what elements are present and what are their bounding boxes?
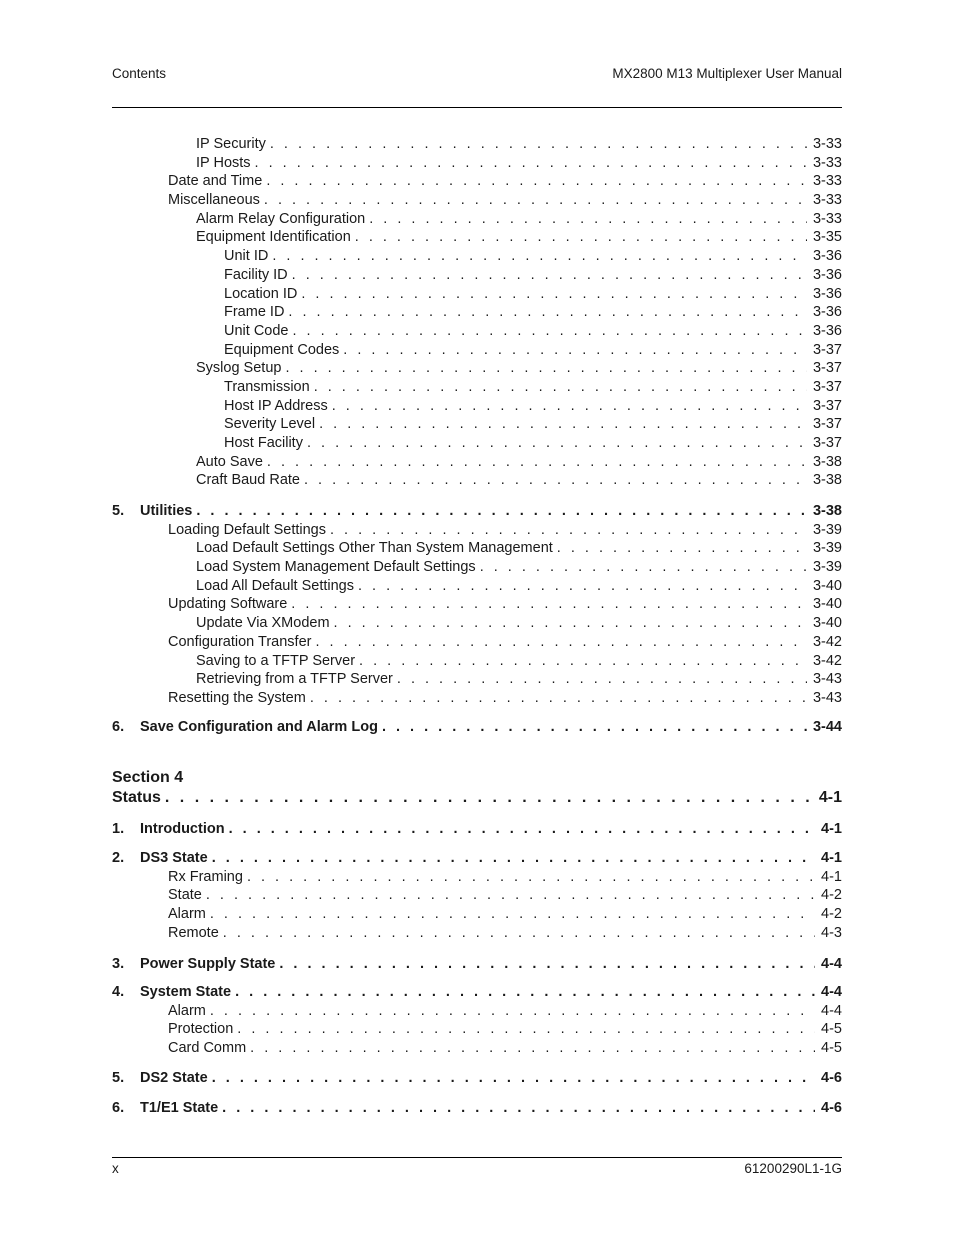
toc-entry-page: 4-4 xyxy=(821,1002,842,1019)
leader-dots xyxy=(255,154,807,173)
toc-entry[interactable] xyxy=(112,521,842,540)
toc-entry-page: 4-1 xyxy=(821,850,842,866)
toc-entry-label: Loading Default Settings xyxy=(168,521,326,538)
toc-entry[interactable] xyxy=(112,689,842,708)
footer-rule xyxy=(112,1157,842,1158)
leader-dots xyxy=(330,521,807,540)
toc-entry-label: Utilities xyxy=(140,503,193,519)
toc-entry-label: Severity Level xyxy=(224,416,316,433)
leader-dots xyxy=(206,886,815,905)
page-number: x xyxy=(112,1161,119,1176)
toc-entry-label: T1/E1 State xyxy=(140,1100,219,1116)
toc-entry-label: Alarm Relay Configuration xyxy=(196,210,366,227)
document-number: 61200290L1-1G xyxy=(744,1161,842,1176)
toc-entry[interactable] xyxy=(112,378,842,397)
toc-entry-page: 3-42 xyxy=(812,652,842,669)
toc-entry-page: 3-39 xyxy=(812,521,842,538)
leader-dots xyxy=(272,247,807,266)
toc-entry-page: 3-43 xyxy=(812,689,842,706)
toc-entry-page: 4-1 xyxy=(821,868,842,885)
leader-dots xyxy=(292,322,806,341)
toc-entry-label: Frame ID xyxy=(224,304,285,321)
toc-entry-label: Configuration Transfer xyxy=(168,633,312,650)
toc-entry-label: Unit Code xyxy=(224,322,289,339)
toc-entry[interactable] xyxy=(112,471,842,490)
leader-dots xyxy=(343,341,807,360)
toc-entry[interactable] xyxy=(112,886,842,905)
toc-entry[interactable] xyxy=(112,322,842,341)
toc-entry-label: Host Facility xyxy=(224,435,303,451)
leader-dots xyxy=(397,670,807,689)
toc-entry[interactable] xyxy=(112,558,842,577)
toc-entry-page: 3-36 xyxy=(812,322,842,339)
toc-entry-page: 4-4 xyxy=(821,956,842,972)
leader-dots xyxy=(355,228,807,247)
toc-entry[interactable] xyxy=(112,1020,842,1039)
toc-entry[interactable] xyxy=(112,924,842,943)
toc-entry[interactable] xyxy=(112,285,842,304)
leader-dots xyxy=(334,614,807,633)
toc-entry-page: 3-33 xyxy=(812,173,842,190)
leader-dots xyxy=(358,577,807,596)
toc-entry-label: Retrieving from a TFTP Server xyxy=(196,671,393,688)
leader-dots xyxy=(264,191,807,210)
toc-entry[interactable] xyxy=(112,820,842,839)
toc-entry[interactable] xyxy=(112,868,842,887)
toc-entry[interactable] xyxy=(112,228,842,247)
toc-entry[interactable] xyxy=(112,652,842,671)
toc-entry-label: Introduction xyxy=(140,821,225,837)
leader-dots xyxy=(210,1002,815,1021)
leader-dots xyxy=(369,210,807,229)
toc-block-c xyxy=(112,718,842,737)
toc-entry-label: Equipment Identification xyxy=(196,229,351,246)
toc-entry-label: Power Supply State xyxy=(140,956,276,972)
leader-dots xyxy=(557,539,807,558)
leader-dots xyxy=(266,172,807,191)
toc-entry-label: Card Comm xyxy=(168,1040,247,1057)
toc-entry[interactable] xyxy=(112,1069,842,1088)
toc-entry[interactable] xyxy=(112,303,842,322)
toc-entry-label: Miscellaneous xyxy=(168,192,260,209)
toc-entry-page: 3-33 xyxy=(812,136,842,152)
toc-entry[interactable] xyxy=(112,577,842,596)
toc-entry-label: System State xyxy=(140,984,232,1000)
toc-entry-label: Alarm xyxy=(168,1002,206,1019)
toc-entry-number: 6. xyxy=(112,719,125,735)
leader-dots xyxy=(310,689,807,708)
leader-dots xyxy=(247,868,815,887)
toc-entry[interactable] xyxy=(112,1002,842,1021)
toc-entry-label: Auto Save xyxy=(196,453,263,470)
section-page: 4-1 xyxy=(818,789,842,806)
toc-block-g xyxy=(112,983,842,1058)
toc-entry-page: 3-43 xyxy=(812,671,842,688)
toc-entry[interactable] xyxy=(112,1039,842,1058)
toc-entry-label: DS2 State xyxy=(140,1070,208,1086)
leader-dots xyxy=(314,378,807,397)
leader-dots xyxy=(304,471,807,490)
toc-entry-label: Rx Framing xyxy=(168,868,243,885)
toc-entry[interactable] xyxy=(112,191,842,210)
toc-entry-label: Resetting the System xyxy=(168,689,306,706)
toc-block-a xyxy=(112,135,842,490)
toc-entry-page: 3-44 xyxy=(812,719,842,735)
toc-entry-page: 3-36 xyxy=(812,304,842,321)
toc-entry[interactable] xyxy=(112,210,842,229)
toc-entry-page: 3-37 xyxy=(812,341,842,358)
toc-entry-page: 4-5 xyxy=(821,1021,842,1038)
toc-entry-label: Equipment Codes xyxy=(224,341,340,358)
toc-entry-page: 3-33 xyxy=(812,192,842,209)
toc-entry-label: Alarm xyxy=(168,906,206,923)
leader-dots xyxy=(279,955,815,974)
toc-entry-page: 3-37 xyxy=(812,435,842,451)
leader-dots xyxy=(222,1099,815,1118)
toc-entry-label: Date and Time xyxy=(168,173,263,190)
leader-dots xyxy=(480,558,807,577)
toc-entry-label: IP Security xyxy=(196,136,266,152)
toc-entry-page: 3-36 xyxy=(812,248,842,265)
leader-dots xyxy=(223,924,815,943)
leader-dots xyxy=(235,983,815,1002)
header-manual-title: MX2800 M13 Multiplexer User Manual xyxy=(612,66,842,81)
toc-entry[interactable] xyxy=(112,905,842,924)
toc-block-f xyxy=(112,955,842,974)
toc-entry-page: 3-33 xyxy=(812,210,842,227)
leader-dots xyxy=(285,359,807,378)
toc-entry-number: 5. xyxy=(112,503,125,519)
leader-dots xyxy=(229,820,815,839)
toc-entry-page: 3-35 xyxy=(812,229,842,246)
toc-entry-label: Location ID xyxy=(224,285,298,302)
toc-entry-label: Saving to a TFTP Server xyxy=(196,652,356,669)
toc-entry[interactable] xyxy=(112,266,842,285)
toc-entry-page: 4-3 xyxy=(821,924,842,941)
toc-entry[interactable] xyxy=(112,154,842,173)
leader-dots xyxy=(212,849,815,868)
toc-entry[interactable] xyxy=(112,341,842,360)
toc-entry-page: 4-2 xyxy=(821,887,842,904)
toc-entry[interactable] xyxy=(112,614,842,633)
leader-dots xyxy=(196,502,807,521)
leader-dots xyxy=(315,633,807,652)
toc-entry-label: Craft Baud Rate xyxy=(196,472,300,489)
toc-entry-label: Load All Default Settings xyxy=(196,577,354,594)
toc-entry-page: 3-37 xyxy=(812,397,842,414)
toc-entry[interactable] xyxy=(112,502,842,521)
toc-entry-number: 5. xyxy=(112,1070,125,1086)
toc-block-b xyxy=(112,502,842,708)
toc-block-e xyxy=(112,849,842,942)
toc-entry-number: 2. xyxy=(112,850,125,866)
toc-entry[interactable] xyxy=(112,595,842,614)
section-number: Section 4 xyxy=(112,769,184,786)
toc-entry[interactable] xyxy=(112,397,842,416)
toc-entry-label: Facility ID xyxy=(224,266,288,283)
toc-entry-page: 4-5 xyxy=(821,1040,842,1057)
toc-entry-page: 3-42 xyxy=(812,633,842,650)
toc-entry-page: 3-38 xyxy=(812,472,842,489)
toc-block-i xyxy=(112,1099,842,1118)
section-title-row[interactable] xyxy=(112,788,842,808)
toc-entry-page: 4-6 xyxy=(821,1100,842,1116)
toc-entry[interactable] xyxy=(112,434,842,453)
leader-dots xyxy=(307,434,807,453)
leader-dots xyxy=(382,718,807,737)
leader-dots xyxy=(301,285,807,304)
toc-entry[interactable] xyxy=(112,633,842,652)
toc-entry-number: 1. xyxy=(112,821,125,837)
toc-entry-label: Transmission xyxy=(224,378,310,395)
toc-entry-page: 3-36 xyxy=(812,266,842,283)
header-rule xyxy=(112,107,842,108)
toc-entry-label: IP Hosts xyxy=(196,154,251,171)
toc-entry[interactable] xyxy=(112,247,842,266)
toc-entry[interactable] xyxy=(112,359,842,378)
toc-entry-label: Load Default Settings Other Than System Management xyxy=(196,540,553,557)
toc-entry-label: Updating Software xyxy=(168,596,288,613)
toc-entry[interactable] xyxy=(112,955,842,974)
leader-dots xyxy=(359,652,807,671)
leader-dots xyxy=(210,905,815,924)
toc-entry-page: 3-37 xyxy=(812,360,842,377)
toc-entry-page: 4-4 xyxy=(821,984,842,1000)
page-header xyxy=(112,66,842,81)
leader-dots xyxy=(291,595,807,614)
toc-entry[interactable] xyxy=(112,415,842,434)
toc-entry-label: DS3 State xyxy=(140,850,208,866)
toc-block-d xyxy=(112,820,842,839)
toc-entry-label: Load System Management Default Settings xyxy=(196,559,476,576)
toc-entry-label: Unit ID xyxy=(224,248,269,265)
toc-entry-page: 3-36 xyxy=(812,285,842,302)
header-section-name: Contents xyxy=(112,66,167,81)
toc-entry-number: 6. xyxy=(112,1100,125,1116)
toc-entry-page: 3-38 xyxy=(812,453,842,470)
leader-dots xyxy=(288,303,807,322)
leader-dots xyxy=(250,1039,815,1058)
leader-dots xyxy=(165,788,813,808)
toc-entry[interactable] xyxy=(112,983,842,1002)
toc-entry[interactable] xyxy=(112,718,842,737)
leader-dots xyxy=(212,1069,815,1088)
toc-entry[interactable] xyxy=(112,539,842,558)
toc-entry-label: Host IP Address xyxy=(224,397,328,414)
toc-entry-number: 4. xyxy=(112,984,125,1000)
toc-entry-label: Remote xyxy=(168,924,219,941)
toc-entry-page: 4-2 xyxy=(821,906,842,923)
toc-entry-page: 3-37 xyxy=(812,378,842,395)
toc-entry-page: 3-40 xyxy=(812,577,842,594)
toc-entry-label: Update Via XModem xyxy=(196,615,330,632)
toc-entry[interactable] xyxy=(112,670,842,689)
toc-entry-page: 3-38 xyxy=(812,503,842,519)
leader-dots xyxy=(267,453,807,472)
toc-entry[interactable] xyxy=(112,849,842,868)
leader-dots xyxy=(270,135,807,154)
toc-block-h xyxy=(112,1069,842,1088)
toc-entry-page: 3-40 xyxy=(812,596,842,613)
toc-entry[interactable] xyxy=(112,172,842,191)
section-heading xyxy=(112,768,842,808)
section-title: Status xyxy=(112,789,161,806)
toc-entry-page: 3-40 xyxy=(812,615,842,632)
toc-entry-label: Protection xyxy=(168,1021,234,1038)
toc-entry-page: 3-39 xyxy=(812,540,842,557)
leader-dots xyxy=(237,1020,815,1039)
toc-entry-page: 4-1 xyxy=(821,821,842,837)
toc-entry-number: 3. xyxy=(112,956,125,972)
toc-entry-page: 3-33 xyxy=(812,154,842,171)
leader-dots xyxy=(292,266,807,285)
toc-entry-page: 4-6 xyxy=(821,1070,842,1086)
page-footer xyxy=(112,1161,842,1176)
toc-entry-page: 3-39 xyxy=(812,559,842,576)
leader-dots xyxy=(332,397,807,416)
leader-dots xyxy=(319,415,807,434)
toc-entry-label: Save Configuration and Alarm Log xyxy=(140,719,378,735)
toc-entry[interactable] xyxy=(112,453,842,472)
toc-entry-label: Syslog Setup xyxy=(196,360,282,377)
toc-entry[interactable] xyxy=(112,1099,842,1118)
toc-entry-label: State xyxy=(168,887,202,904)
toc-entry-page: 3-37 xyxy=(812,416,842,433)
toc-entry[interactable] xyxy=(112,135,842,154)
